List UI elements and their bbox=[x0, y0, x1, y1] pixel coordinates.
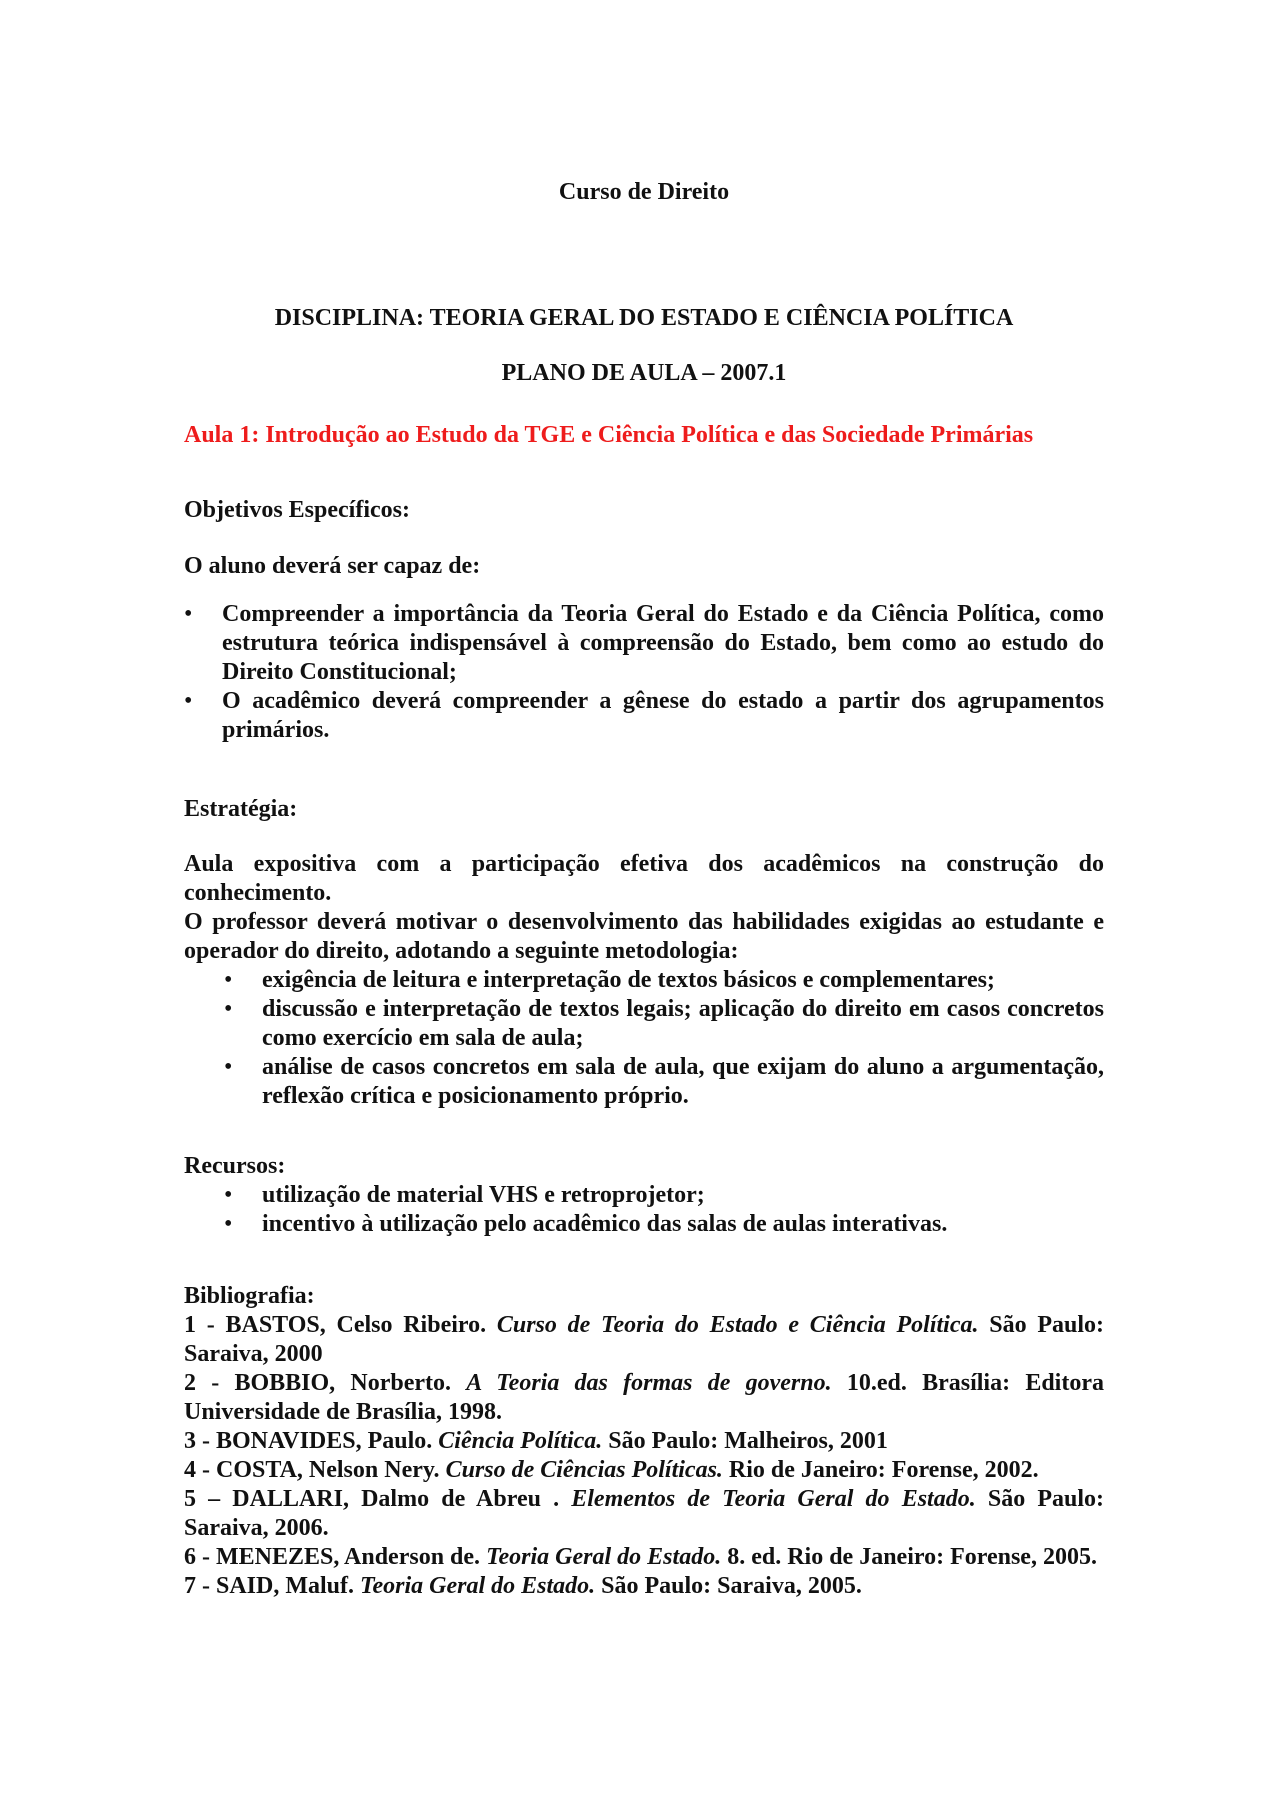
strategy-paragraph: O professor deverá motivar o desenvolvimento das habilidades exigidas ao estudante e operador do direito, adotando a seguinte metodologia: bbox=[184, 909, 1104, 964]
bibliography-item bbox=[184, 1456, 1104, 1485]
methodology-text: discussão e interpretação de textos legais; aplicação do direito em casos concretos como exercício em sala de aula; bbox=[262, 996, 1104, 1051]
list-item bbox=[184, 1053, 1104, 1111]
list-item bbox=[184, 1210, 1104, 1239]
resources-heading: Recursos: bbox=[184, 1153, 286, 1179]
bib-author: 1 - BASTOS, Celso Ribeiro. bbox=[184, 1312, 497, 1338]
bib-author: 7 - SAID, Maluf. bbox=[184, 1573, 361, 1599]
course-title: Curso de Direito bbox=[558, 179, 730, 205]
bib-publisher: São Paulo: Malheiros, 2001 bbox=[602, 1428, 888, 1454]
bib-author: 6 - MENEZES, Anderson de. bbox=[184, 1544, 487, 1570]
bib-author: 4 - COSTA, Nelson Nery. bbox=[184, 1457, 446, 1483]
objective-text: O acadêmico deverá compreender a gênese do estado a partir dos agrupamentos primários. bbox=[222, 688, 1104, 743]
objectives-list bbox=[184, 600, 1104, 745]
lesson-title: Aula 1: Introdução ao Estudo da TGE e Ciência Política e das Sociedade Primárias bbox=[184, 422, 1034, 448]
objectives-intro: O aluno deverá ser capaz de: bbox=[184, 553, 481, 579]
bib-author: 2 - BOBBIO, Norberto. bbox=[184, 1370, 467, 1396]
bullet-icon: • bbox=[184, 688, 193, 714]
bib-publisher: 8. ed. Rio de Janeiro: Forense, 2005. bbox=[721, 1544, 1097, 1570]
bib-publisher: São Paulo: Saraiva, 2006. bbox=[184, 1486, 1105, 1541]
bibliography-section bbox=[184, 1282, 1104, 1601]
lesson-plan-title: PLANO DE AULA – 2007.1 bbox=[501, 360, 787, 386]
resource-text: utilização de material VHS e retroprojetor; bbox=[262, 1182, 705, 1208]
bullet-icon: • bbox=[224, 967, 233, 993]
bibliography-item bbox=[184, 1543, 1104, 1572]
list-item bbox=[184, 600, 1104, 687]
bib-publisher: São Paulo: Saraiva, 2000 bbox=[184, 1312, 1104, 1367]
bullet-icon: • bbox=[224, 1211, 233, 1237]
methodology-list bbox=[184, 966, 1104, 1111]
bib-title: A Teoria das formas de governo. bbox=[466, 1370, 832, 1396]
bib-publisher: Rio de Janeiro: Forense, 2002. bbox=[722, 1457, 1039, 1483]
bib-title: Curso de Ciências Políticas. bbox=[445, 1457, 723, 1483]
bullet-icon: • bbox=[184, 601, 193, 627]
objectives-list-container bbox=[184, 600, 1104, 745]
bibliography-item bbox=[184, 1427, 1104, 1456]
bib-publisher: São Paulo: Saraiva, 2005. bbox=[595, 1573, 862, 1599]
methodology-text: análise de casos concretos em sala de aula, que exijam do aluno a argumentação, reflexão crítica e posicionamento próprio. bbox=[262, 1054, 1104, 1109]
list-item bbox=[184, 966, 1104, 995]
bibliography-item bbox=[184, 1485, 1104, 1543]
bibliography-heading: Bibliografia: bbox=[184, 1283, 315, 1309]
list-item bbox=[184, 1181, 1104, 1210]
methodology-text: exigência de leitura e interpretação de textos básicos e complementares; bbox=[262, 967, 995, 993]
bib-title: Curso de Teoria do Estado e Ciência Política. bbox=[496, 1312, 979, 1338]
bib-title: Ciência Política. bbox=[438, 1428, 603, 1454]
resource-text: incentivo à utilização pelo acadêmico das salas de aulas interativas. bbox=[262, 1211, 948, 1237]
bullet-icon: • bbox=[224, 1054, 233, 1080]
strategy-heading: Estratégia: bbox=[184, 796, 298, 822]
bullet-icon: • bbox=[224, 996, 233, 1022]
bullet-icon: • bbox=[224, 1182, 233, 1208]
bibliography-item bbox=[184, 1572, 1104, 1601]
bibliography-item bbox=[184, 1311, 1104, 1369]
strategy-content bbox=[184, 850, 1104, 1111]
bib-title: Teoria Geral do Estado. bbox=[486, 1544, 722, 1570]
objective-text: Compreender a importância da Teoria Geral do Estado e da Ciência Política, como estrutura teórica indispensável à compreensão do Estado, bem como ao estudo do Direito Constitucional; bbox=[222, 601, 1104, 685]
bib-author: 3 - BONAVIDES, Paulo. bbox=[184, 1428, 439, 1454]
strategy-paragraph: Aula expositiva com a participação efetiva dos acadêmicos na construção do conhecimento. bbox=[184, 851, 1104, 906]
discipline-title: DISCIPLINA: TEORIA GERAL DO ESTADO E CIÊNCIA POLÍTICA bbox=[274, 305, 1014, 331]
bib-author: 5 – DALLARI, Dalmo de Abreu . bbox=[184, 1486, 572, 1512]
bib-publisher: 10.ed. Brasília: Editora Universidade de Brasília, 1998. bbox=[184, 1370, 1104, 1425]
objectives-heading: Objetivos Específicos: bbox=[184, 497, 410, 523]
resources-list bbox=[184, 1181, 1104, 1239]
bib-title: Elementos de Teoria Geral do Estado. bbox=[571, 1486, 976, 1512]
resources-section bbox=[184, 1152, 1104, 1239]
list-item bbox=[184, 995, 1104, 1053]
list-item bbox=[184, 687, 1104, 745]
bibliography-item bbox=[184, 1369, 1104, 1427]
bib-title: Teoria Geral do Estado. bbox=[360, 1573, 596, 1599]
